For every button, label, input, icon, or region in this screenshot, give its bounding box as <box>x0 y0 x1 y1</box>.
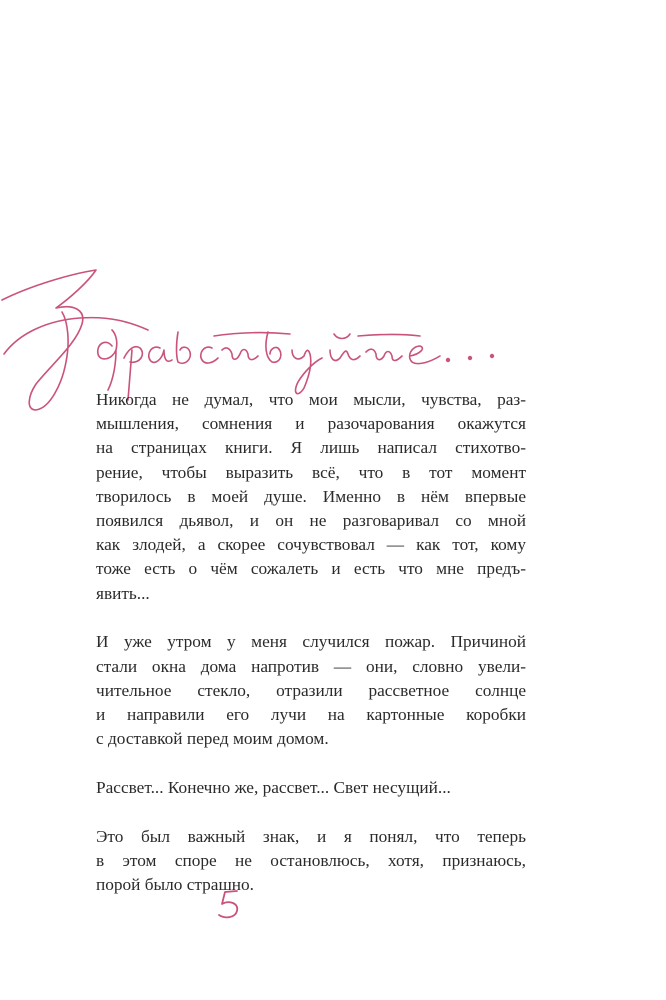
page-number <box>211 885 251 925</box>
script-letter-v2 <box>266 332 281 362</box>
paragraph-2 <box>96 630 526 751</box>
paragraph-4 <box>96 825 526 898</box>
text-line: тоже есть о чём сожалеть и есть что мне предъ- <box>96 559 526 579</box>
text-line: рение, чтобы выразить всё, что в тот момент <box>96 462 526 482</box>
text-line: и направили его лучи на картонные коробки <box>96 704 526 724</box>
paragraph-1 <box>96 388 526 606</box>
text-line: как злодей, а скорее сочувствовал — как тот, кому <box>96 535 526 555</box>
script-dot-3 <box>491 355 494 358</box>
text-line: творилось в моей душе. Именно в нём впервые <box>96 486 526 506</box>
text-line: в этом споре не остановлюсь, хотя, признаюсь, <box>96 850 526 870</box>
script-letter-d <box>98 330 117 390</box>
page-number-script-drawing <box>211 885 251 925</box>
script-t2-bar <box>358 335 420 337</box>
text-line: Это был важный знак, и я понял, что теперь <box>96 826 526 846</box>
script-letter-s <box>201 347 218 363</box>
script-dot-1 <box>447 359 450 362</box>
script-t-bar <box>214 333 290 336</box>
script-letter-t <box>222 348 258 360</box>
text-line: чительное стекло, отразили рассветное солнце <box>96 680 526 700</box>
text-line: явить... <box>96 583 150 603</box>
text-line: появился дьявол, и он не разговаривал со мной <box>96 511 526 531</box>
script-letter-v <box>177 332 191 363</box>
paragraph-3 <box>96 776 526 800</box>
text-line: И уже утром у меня случился пожар. Причиной <box>96 632 526 652</box>
text-line: Никогда не думал, что мои мысли, чувства, раз- <box>96 390 526 409</box>
script-letter-t2 <box>366 349 402 360</box>
script-letter-i-short <box>330 350 360 360</box>
body-text <box>96 388 526 922</box>
script-letter-a <box>149 347 172 362</box>
text-line: с доставкой перед моим домом. <box>96 729 329 749</box>
text-line: Рассвет... Конечно же, рассвет... Свет несущий... <box>96 777 451 797</box>
text-line: мышления, сомнения и разочарования окажутся <box>96 414 526 434</box>
text-line: на страницах книги. Я лишь написал стихотво- <box>96 438 526 458</box>
script-dot-2 <box>469 357 472 360</box>
text-line: порой было страшно. <box>96 874 254 894</box>
script-capital-z <box>2 270 96 410</box>
script-i-breve <box>334 334 350 339</box>
script-letter-e <box>410 346 440 364</box>
text-line: стали окна дома напротив — они, словно увели- <box>96 656 526 676</box>
